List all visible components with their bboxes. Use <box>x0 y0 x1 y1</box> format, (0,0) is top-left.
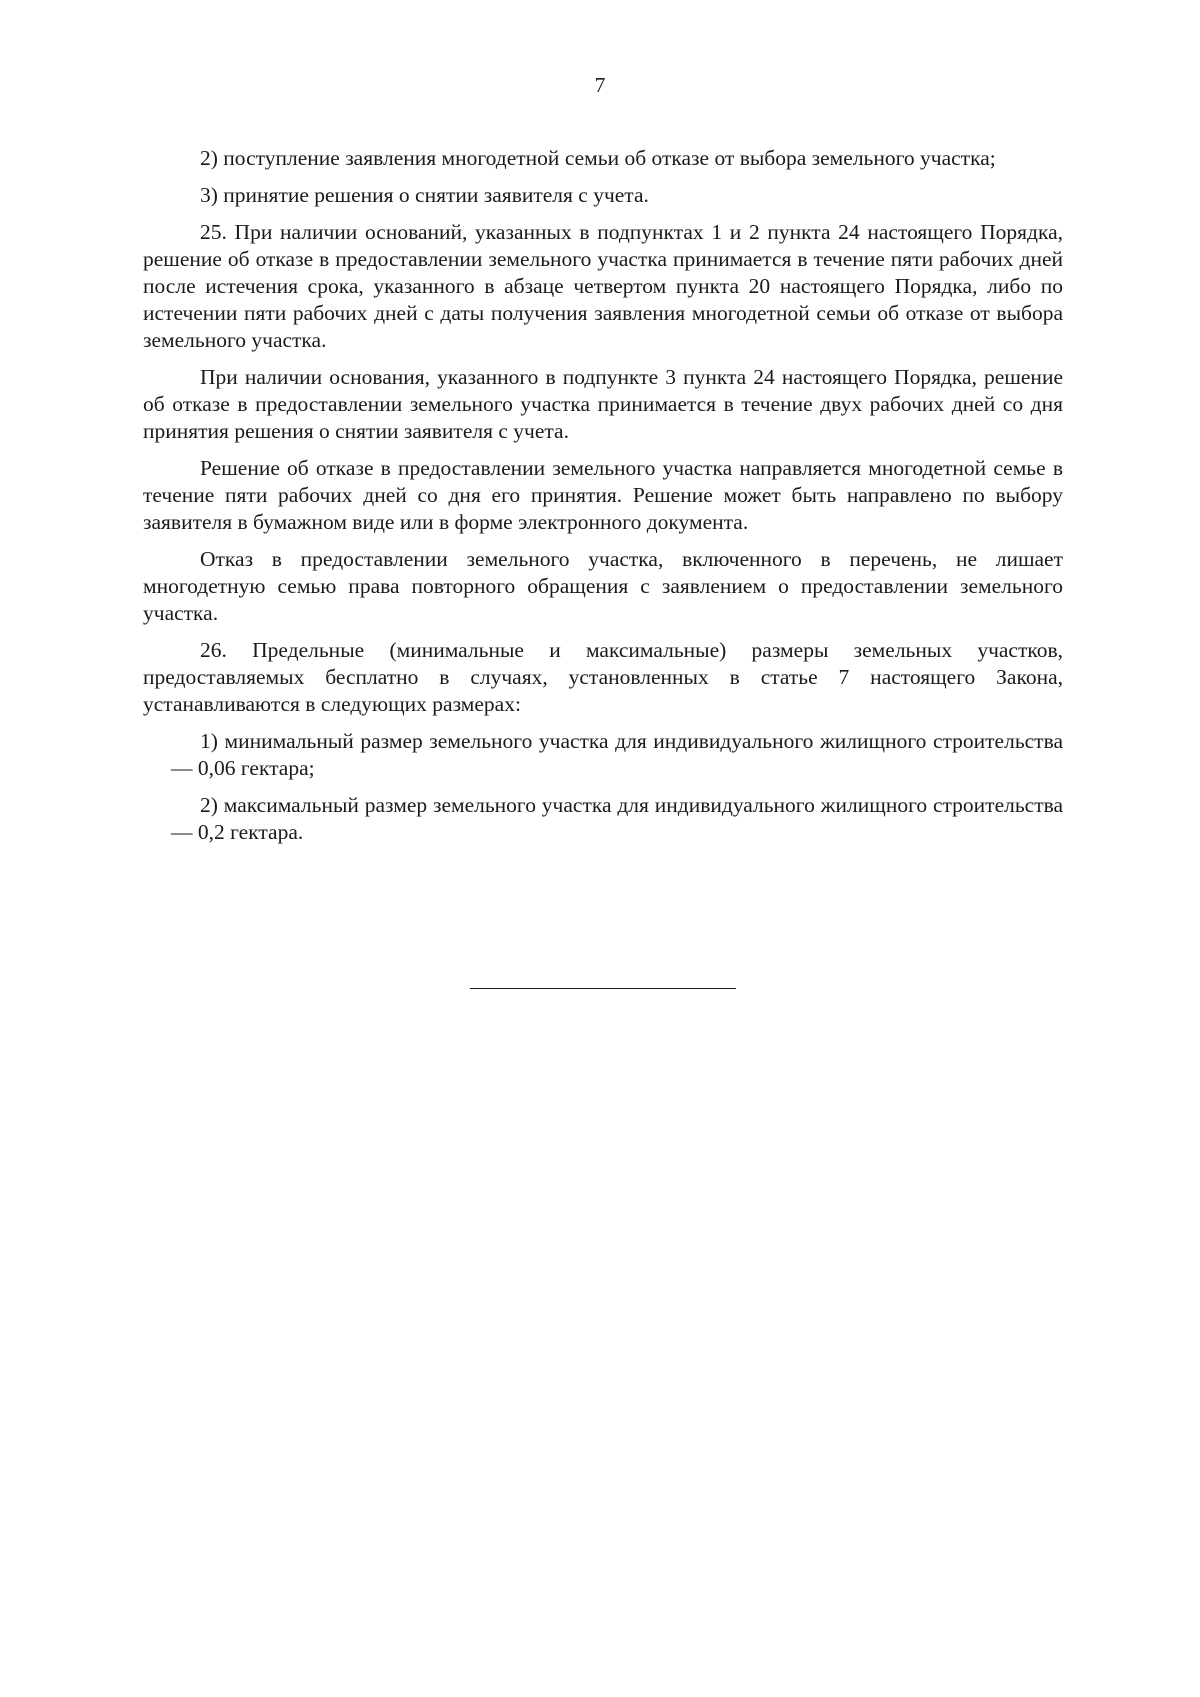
clause-25-subparagraph-3: При наличии основания, указанного в подпункте 3 пункта 24 настоящего Порядка, решение об отказе в предоставлении земельного участка принимается в течение двух рабочих дней со дня принятия решения о снятии заявителя с учета. <box>143 365 1063 443</box>
refusal-reapplication-paragraph: Отказ в предоставлении земельного участка, включенного в перечень, не лишает многодетную семью права повторного обращения с заявлением о предоставлении земельного участка. <box>143 547 1063 625</box>
list-item-2-application-refusal: 2) поступление заявления многодетной семьи об отказе от выбора земельного участка; <box>200 146 996 170</box>
clause-26-paragraph: 26. Предельные (минимальные и максимальные) размеры земельных участков, предоставляемых бесплатно в случаях, установленных в статье 7 настоящего Закона, устанавливаются в следующих размерах: <box>143 638 1063 716</box>
document-body <box>143 145 1063 856</box>
list-item-2-maximum-size: 2) максимальный размер земельного участка для индивидуального жилищного строительства — 0,2 гектара. <box>171 793 1063 844</box>
list-item-3-deregistration: 3) принятие решения о снятии заявителя с учета. <box>200 183 649 207</box>
end-of-document-line <box>470 988 736 989</box>
page-number: 7 <box>594 73 606 97</box>
refusal-decision-paragraph: Решение об отказе в предоставлении земельного участка направляется многодетной семье в течение пяти рабочих дней со дня его принятия. Решение может быть направлено по выбору заявителя в бумажном виде или в форме электронного документа. <box>143 456 1063 534</box>
clause-25-paragraph: 25. При наличии оснований, указанных в подпунктах 1 и 2 пункта 24 настоящего Порядка, решение об отказе в предоставлении земельного участка принимается в течение пяти рабочих дней после истечения срока, указанного в абзаце четвертом пункта 20 настоящего Порядка, либо по истечении пяти рабочих дней с даты получения заявления многодетной семьи об отказе от выбора земельного участка. <box>143 220 1063 352</box>
list-item-1-minimum-size: 1) минимальный размер земельного участка для индивидуального жилищного строительства — 0,06 гектара; <box>171 729 1063 780</box>
